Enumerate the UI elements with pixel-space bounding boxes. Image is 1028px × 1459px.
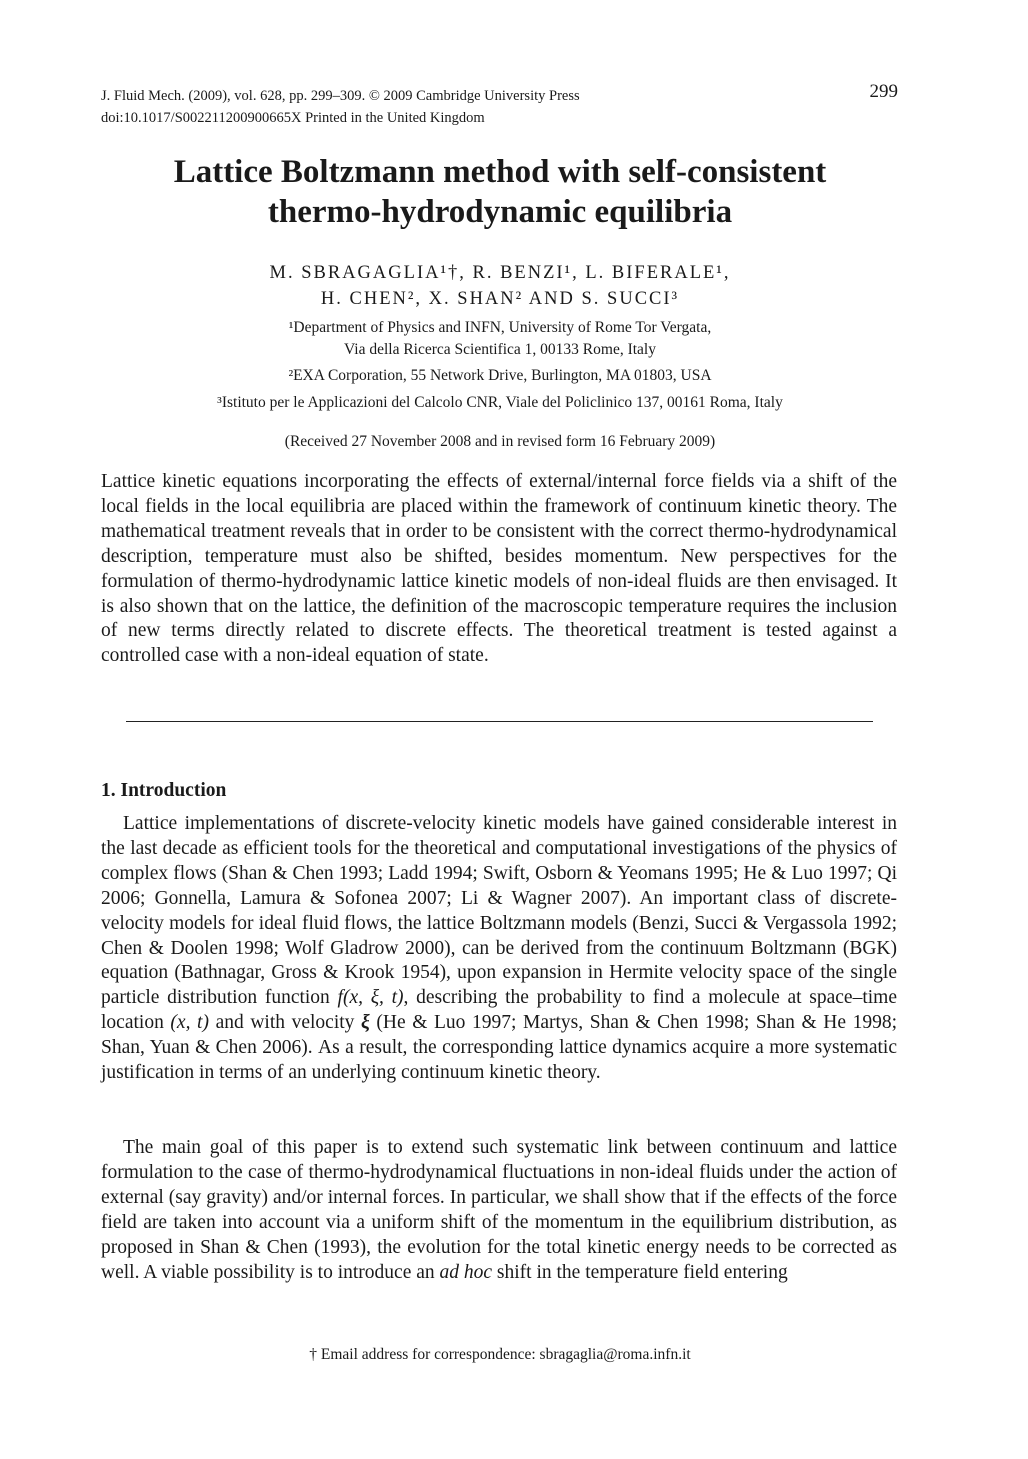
- intro-p2-text-b: shift in the temperature field entering: [492, 1261, 788, 1283]
- affiliation-1-line-2: Via della Ricerca Scientifica 1, 00133 Rome, Italy: [344, 341, 656, 358]
- intro-p1-text-b: , describing the probability to find a molecule at space–time location: [101, 987, 897, 1034]
- title-line-2: thermo-hydrodynamic equilibria: [267, 194, 733, 230]
- doi-line: doi:10.1017/S002211200900665X Printed in the United Kingdom: [101, 110, 485, 126]
- intro-p2-text-a: The main goal of this paper is to extend such systematic link between continuum and lattice formulation to the case of thermo-hydrodynamical fluctuations in non-ideal fluids under the action of external (say gravity) and/or internal forces. In particular, we shall show that if the effects of the force field are taken into account via a uniform shift of the momentum in the equilibrium distribution, as proposed in Shan & Chen (1993), the evolution for the total kinetic energy needs to be corrected as well. A viable possibility is to introduce an: [101, 1137, 897, 1283]
- affiliation-3: ³Istituto per le Applicazioni del Calcolo CNR, Viale del Policlinico 137, 00161 Roma, Italy: [217, 394, 783, 411]
- section-divider: [126, 721, 873, 722]
- velocity-symbol: ξ: [361, 1012, 370, 1034]
- intro-paragraph-1: [101, 812, 897, 1086]
- space-time-location: (x, t): [170, 1012, 209, 1034]
- abstract: Lattice kinetic equations incorporating the effects of external/internal force fields via a shift of the local fields in the local equilibria are placed within the framework of continuum kinetic theory. The mathematical treatment reveals that in order to be consistent with the correct thermo-hydrodynamical description, temperature must also be shifted, besides momentum. New perspectives for the formulation of thermo-hydrodynamic lattice kinetic models of non-ideal fluids are then envisaged. It is also shown that on the lattice, the definition of the macroscopic temperature requires the inclusion of new terms directly related to discrete effects. The theoretical treatment is tested against a controlled case with a non-ideal equation of state.: [101, 471, 897, 667]
- authors-line-1: M. SBRAGAGLIA¹†, R. BENZI¹, L. BIFERALE¹,: [269, 263, 731, 283]
- page-number: 299: [869, 81, 898, 102]
- correspondence-footnote: † Email address for correspondence: sbragaglia@roma.infn.it: [309, 1346, 691, 1363]
- affiliation-1: [0, 317, 1000, 361]
- ad-hoc-emphasis: ad hoc: [439, 1261, 493, 1283]
- intro-p1-text-c: and with velocity: [208, 1012, 362, 1034]
- author-list: [0, 260, 1000, 312]
- affiliation-1-line-1: ¹Department of Physics and INFN, University of Rome Tor Vergata,: [288, 319, 712, 336]
- intro-paragraph-2: [101, 1136, 897, 1285]
- section-heading: 1. Introduction: [101, 780, 227, 801]
- authors-line-2: H. CHEN², X. SHAN² AND S. SUCCI³: [320, 289, 680, 309]
- paper-title: [0, 152, 1000, 232]
- affiliation-2: ²EXA Corporation, 55 Network Drive, Burlington, MA 01803, USA: [288, 367, 712, 384]
- received-date: (Received 27 November 2008 and in revised form 16 February 2009): [284, 433, 716, 450]
- distribution-function: f(x, ξ, t): [337, 987, 404, 1009]
- intro-p1-text-a: Lattice implementations of discrete-velocity kinetic models have gained considerable interest in the last decade as efficient tools for the theoretical and computational investigations of the physics of complex flows (Shan & Chen 1993; Ladd 1994; Swift, Osborn & Yeomans 1995; He & Luo 1997; Qi 2006; Gonnella, Lamura & Sofonea 2007; Li & Wagner 2007). An important class of discrete-velocity models for ideal fluid flows, the lattice Boltzmann models (Benzi, Succi & Vergassola 1992; Chen & Doolen 1998; Wolf Gladrow 2000), can be derived from the continuum Boltzmann (BGK) equation (Bathnagar, Gross & Krook 1954), upon expansion in Hermite velocity space of the single particle distribution function: [101, 813, 897, 1009]
- intro-p1-text-d: (He & Luo 1997; Martys, Shan & Chen 1998; Shan & He 1998; Shan, Yuan & Chen 2006). As a result, the corresponding lattice dynamics acquire a more systematic justification in terms of an underlying continuum kinetic theory.: [101, 1012, 898, 1084]
- title-line-1: Lattice Boltzmann method with self-consistent: [173, 154, 827, 190]
- journal-citation: J. Fluid Mech. (2009), vol. 628, pp. 299–309. © 2009 Cambridge University Press: [101, 88, 580, 104]
